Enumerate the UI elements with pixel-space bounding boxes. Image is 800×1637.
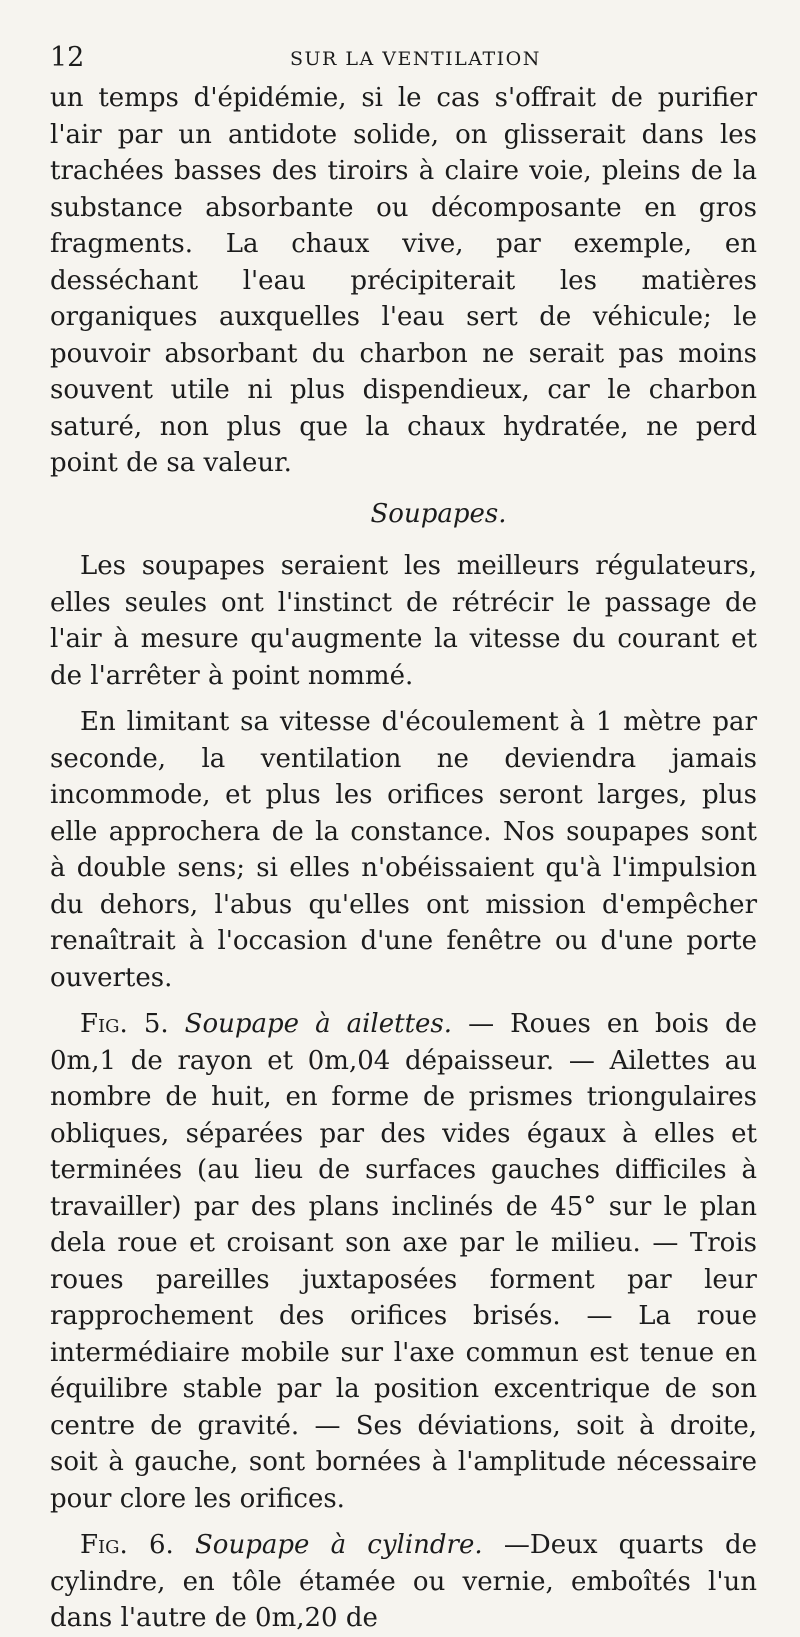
page-header [50, 36, 760, 76]
paragraph-2: Les soupapes seraient les meilleurs régulateurs, elles seules ont l'instinct de rétrécir le passage de l'air à mesure qu'augmente la vitesse du courant et de l'arrêter à point nommé. [50, 551, 757, 691]
figure-6-label: Fig. 6. [80, 1530, 174, 1560]
paragraph-1: un temps d'épidémie, si le cas s'offrait de purifier l'air par un antidote solide, on glisserait dans les trachées basses des tiroirs à claire voie, pleins de la substance absorbante ou décomposante en gros fragments. La chaux vive, par exemple, en desséchant l'eau précipiterait les matières organiques auxquelles l'eau sert de véhicule; le pouvoir absorbant du charbon ne serait pas moins souvent utile ni plus dispendieux, car le charbon saturé, non plus que la chaux hydratée, ne perd point de sa valeur. [50, 83, 757, 478]
figure-5-label: Fig. 5. [80, 1009, 169, 1039]
figure-6-text: —Deux quarts de cylindre, en tôle étamée ou vernie, emboîtés l'un dans l'autre de 0m,20 de [50, 1530, 758, 1633]
figure-6-paragraph [50, 1527, 757, 1637]
body-text [50, 80, 757, 1637]
section-title: Soupapes. [370, 498, 507, 529]
paragraph-3: En limitant sa vitesse d'écoulement à 1 mètre par seconde, la ventilation ne deviendra jamais incommode, et plus les orifices seront larges, plus elle approchera de la constance. Nos soupapes sont à double sens; si elles n'obéissaient qu'à l'impulsion du dehors, l'abus qu'elles ont mission d'empêcher renaîtrait à l'occasion d'une fenêtre ou d'une porte ouvertes. [50, 707, 757, 993]
running-title: SUR LA VENTILATION [290, 48, 541, 70]
figure-5-text: — Roues en bois de 0m,1 de rayon et 0m,04 dépaisseur. — Ailettes au nombre de huit, en forme de prismes triongulaires obliques, séparées par des vides égaux à elles et terminées (au lieu de surfaces gauches difficiles à travailler) par des plans inclinés de 45° sur le plan dela roue et croisant son axe par le milieu. — Trois roues pareilles juxtaposées forment par leur rapprochement des orifices brisés. — La roue intermédiaire mobile sur l'axe commun est tenue en équilibre stable par la position excentrique de son centre de gravité. — Ses déviations, soit à droite, soit à gauche, sont bornées à l'amplitude nécessaire pour clore les orifices. [50, 1009, 757, 1514]
figure-5-title: Soupape à ailettes. [184, 1009, 453, 1039]
page-number: 12 [50, 42, 85, 73]
figure-6-title: Soupape à cylindre. [195, 1530, 483, 1560]
figure-5-paragraph [50, 1006, 757, 1517]
